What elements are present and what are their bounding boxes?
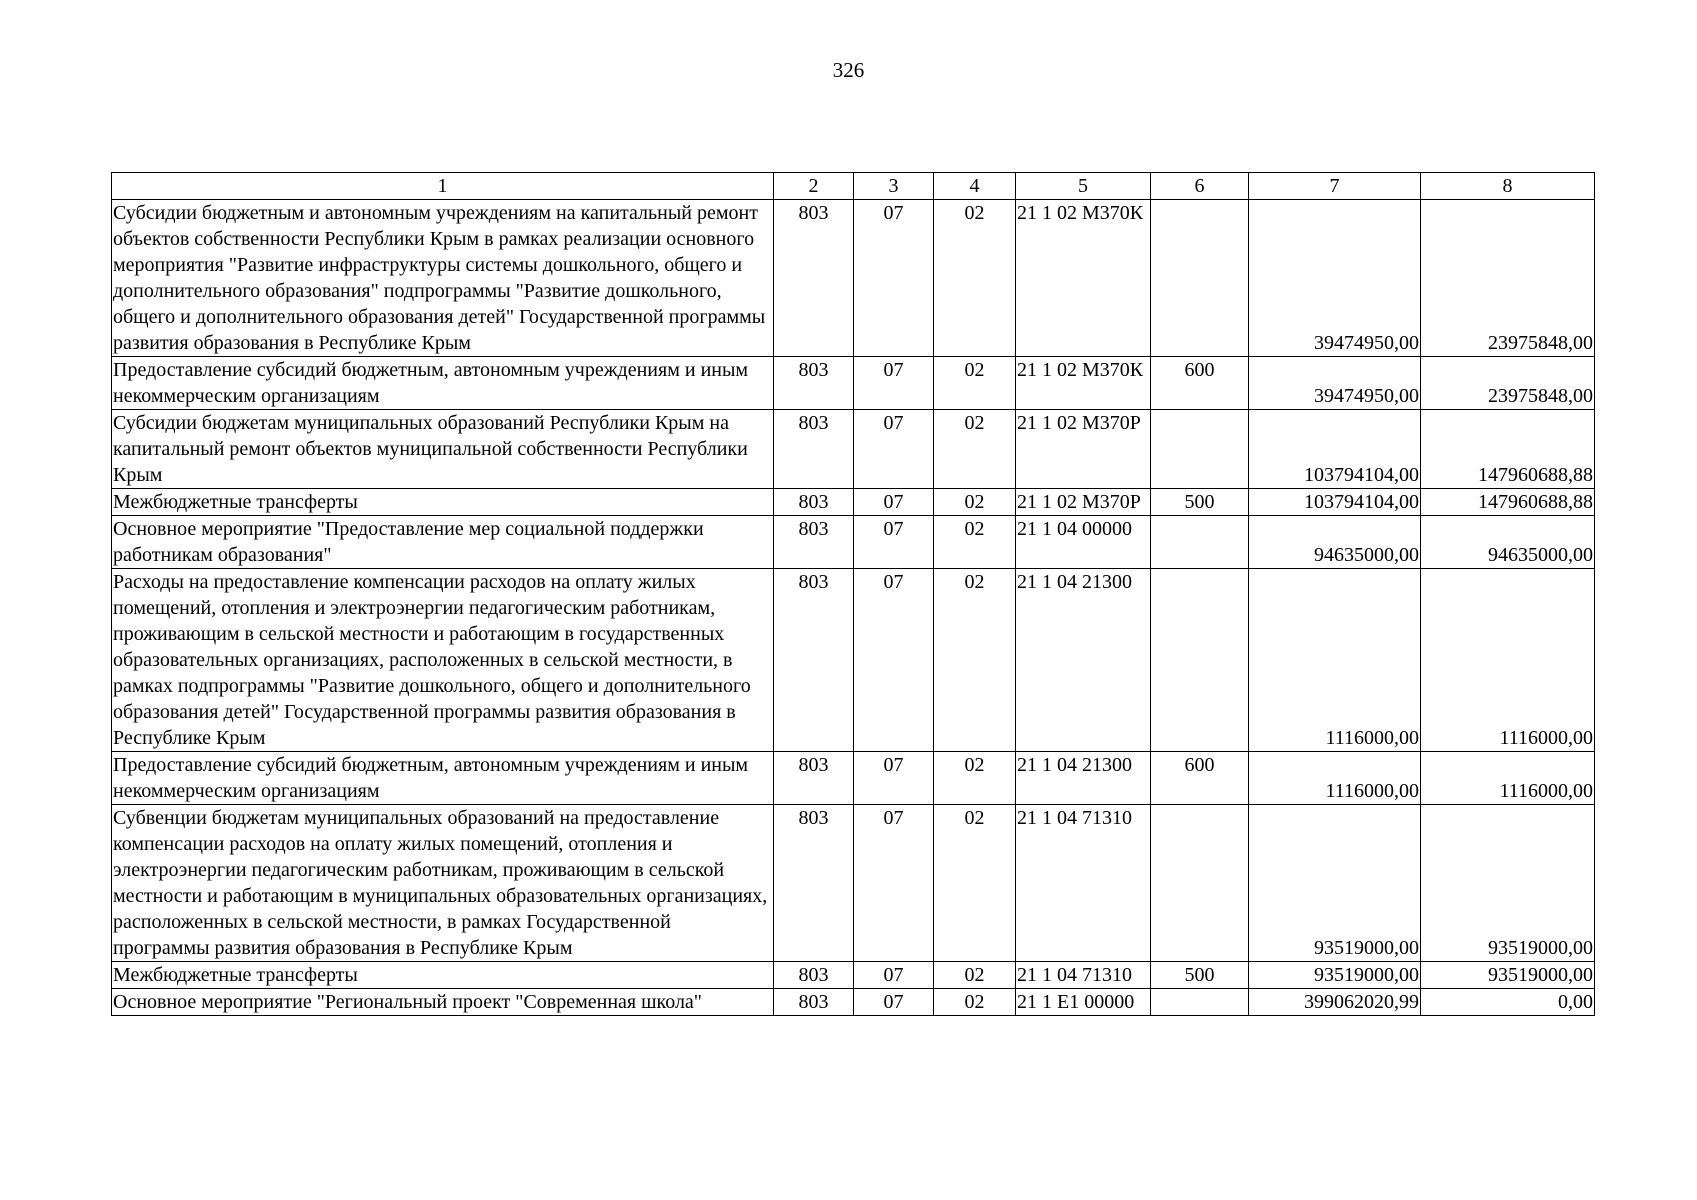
section-code-cell: 07 (854, 357, 934, 410)
expense-type-cell (1151, 410, 1249, 489)
amount-year1-cell: 93519000,00 (1249, 962, 1421, 989)
amount-year2-cell: 93519000,00 (1421, 962, 1595, 989)
section-code-cell: 07 (854, 410, 934, 489)
column-header: 1 (112, 173, 774, 200)
target-article-cell: 21 1 E1 00000 (1016, 989, 1151, 1016)
table-row (112, 569, 1595, 752)
target-article-cell: 21 1 02 М370Р (1016, 410, 1151, 489)
subsection-code-cell: 02 (934, 805, 1016, 962)
expense-type-cell: 600 (1151, 752, 1249, 805)
expense-type-cell (1151, 569, 1249, 752)
section-code-cell: 07 (854, 805, 934, 962)
row-name-cell: Основное мероприятие "Предоставление мер социальной поддержки работникам образования" (112, 516, 774, 569)
subsection-code-cell: 02 (934, 962, 1016, 989)
page-number: 326 (832, 58, 865, 82)
amount-year1-cell: 94635000,00 (1249, 516, 1421, 569)
column-header: 8 (1421, 173, 1595, 200)
subsection-code-cell: 02 (934, 989, 1016, 1016)
column-header: 2 (774, 173, 854, 200)
amount-year2-cell: 0,00 (1421, 989, 1595, 1016)
amount-year1-cell: 103794104,00 (1249, 489, 1421, 516)
amount-year2-cell: 1116000,00 (1421, 569, 1595, 752)
row-name-cell: Субсидии бюджетным и автономным учреждениям на капитальный ремонт объектов собственности Республики Крым в рамках реализации основного мероприятия "Развитие инфраструктуры системы дошкольного, общего и дополнительного образования" подпрограммы "Развитие дошкольного, общего и дополнительного образования детей" Государственной программы развития образования в Республике Крым (112, 200, 774, 357)
grbs-code-cell: 803 (774, 410, 854, 489)
amount-year2-cell: 1116000,00 (1421, 752, 1595, 805)
grbs-code-cell: 803 (774, 489, 854, 516)
grbs-code-cell: 803 (774, 569, 854, 752)
target-article-cell: 21 1 04 71310 (1016, 805, 1151, 962)
table-row (112, 357, 1595, 410)
amount-year1-cell: 39474950,00 (1249, 200, 1421, 357)
subsection-code-cell: 02 (934, 516, 1016, 569)
amount-year2-cell: 23975848,00 (1421, 200, 1595, 357)
column-header: 7 (1249, 173, 1421, 200)
section-code-cell: 07 (854, 962, 934, 989)
target-article-cell: 21 1 04 71310 (1016, 962, 1151, 989)
table-row (112, 489, 1595, 516)
row-name-cell: Основное мероприятие "Региональный проект "Современная школа" (112, 989, 774, 1016)
amount-year1-cell: 39474950,00 (1249, 357, 1421, 410)
table-header-row (112, 173, 1595, 200)
table-row (112, 752, 1595, 805)
budget-table (111, 172, 1595, 1016)
subsection-code-cell: 02 (934, 357, 1016, 410)
expense-type-cell: 600 (1151, 357, 1249, 410)
table-row (112, 805, 1595, 962)
section-code-cell: 07 (854, 489, 934, 516)
table-row (112, 516, 1595, 569)
grbs-code-cell: 803 (774, 989, 854, 1016)
subsection-code-cell: 02 (934, 569, 1016, 752)
section-code-cell: 07 (854, 516, 934, 569)
target-article-cell: 21 1 02 М370Р (1016, 489, 1151, 516)
amount-year2-cell: 23975848,00 (1421, 357, 1595, 410)
target-article-cell: 21 1 02 М370К (1016, 357, 1151, 410)
table-row (112, 989, 1595, 1016)
column-header: 4 (934, 173, 1016, 200)
target-article-cell: 21 1 02 М370К (1016, 200, 1151, 357)
expense-type-cell (1151, 200, 1249, 357)
row-name-cell: Предоставление субсидий бюджетным, автономным учреждениям и иным некоммерческим организациям (112, 357, 774, 410)
subsection-code-cell: 02 (934, 489, 1016, 516)
grbs-code-cell: 803 (774, 516, 854, 569)
amount-year2-cell: 147960688,88 (1421, 410, 1595, 489)
target-article-cell: 21 1 04 00000 (1016, 516, 1151, 569)
amount-year1-cell: 1116000,00 (1249, 752, 1421, 805)
row-name-cell: Предоставление субсидий бюджетным, автономным учреждениям и иным некоммерческим организациям (112, 752, 774, 805)
expense-type-cell: 500 (1151, 489, 1249, 516)
amount-year1-cell: 93519000,00 (1249, 805, 1421, 962)
section-code-cell: 07 (854, 569, 934, 752)
expense-type-cell (1151, 516, 1249, 569)
section-code-cell: 07 (854, 200, 934, 357)
target-article-cell: 21 1 04 21300 (1016, 752, 1151, 805)
column-header: 5 (1016, 173, 1151, 200)
column-header: 3 (854, 173, 934, 200)
table-row (112, 200, 1595, 357)
amount-year1-cell: 103794104,00 (1249, 410, 1421, 489)
row-name-cell: Субсидии бюджетам муниципальных образований Республики Крым на капитальный ремонт объектов муниципальной собственности Республики Крым (112, 410, 774, 489)
subsection-code-cell: 02 (934, 200, 1016, 357)
section-code-cell: 07 (854, 989, 934, 1016)
target-article-cell: 21 1 04 21300 (1016, 569, 1151, 752)
row-name-cell: Субвенции бюджетам муниципальных образований на предоставление компенсации расходов на оплату жилых помещений, отопления и электроэнергии педагогическим работникам, проживающим в сельской местности и работающим в муниципальных образовательных организациях, расположенных в сельской местности, в рамках Государственной программы развития образования в Республике Крым (112, 805, 774, 962)
expense-type-cell: 500 (1151, 962, 1249, 989)
grbs-code-cell: 803 (774, 752, 854, 805)
grbs-code-cell: 803 (774, 357, 854, 410)
column-header: 6 (1151, 173, 1249, 200)
row-name-cell: Расходы на предоставление компенсации расходов на оплату жилых помещений, отопления и электроэнергии педагогическим работникам, проживающим в сельской местности и работающим в государственных образовательных организациях, расположенных в сельской местности, в рамках подпрограммы "Развитие дошкольного, общего и дополнительного образования детей" Государственной программы развития образования в Республике Крым (112, 569, 774, 752)
subsection-code-cell: 02 (934, 752, 1016, 805)
table-row (112, 410, 1595, 489)
expense-type-cell (1151, 989, 1249, 1016)
amount-year2-cell: 147960688,88 (1421, 489, 1595, 516)
grbs-code-cell: 803 (774, 200, 854, 357)
amount-year1-cell: 399062020,99 (1249, 989, 1421, 1016)
subsection-code-cell: 02 (934, 410, 1016, 489)
grbs-code-cell: 803 (774, 962, 854, 989)
row-name-cell: Межбюджетные трансферты (112, 962, 774, 989)
amount-year2-cell: 93519000,00 (1421, 805, 1595, 962)
amount-year1-cell: 1116000,00 (1249, 569, 1421, 752)
expense-type-cell (1151, 805, 1249, 962)
row-name-cell: Межбюджетные трансферты (112, 489, 774, 516)
table-row (112, 962, 1595, 989)
grbs-code-cell: 803 (774, 805, 854, 962)
section-code-cell: 07 (854, 752, 934, 805)
amount-year2-cell: 94635000,00 (1421, 516, 1595, 569)
